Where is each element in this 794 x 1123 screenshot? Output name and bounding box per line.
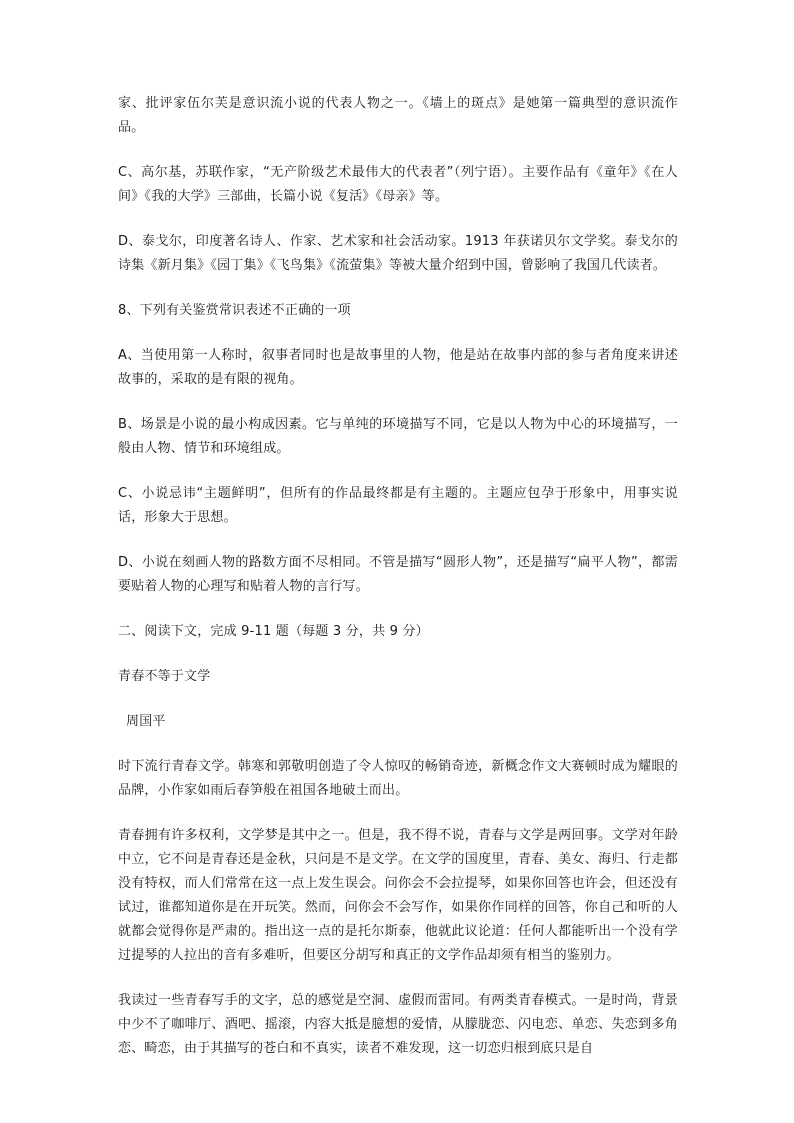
section-two-heading: 二、阅读下文，完成 9-11 题（每题 3 分，共 9 分） (118, 624, 429, 639)
option-d: D、小说在刻画人物的路数方面不尽相同。不管是描写“圆形人物”，还是描写“扁平人物”，都需要贴着人物的心理写和贴着人物的言行写。 (118, 555, 678, 594)
option-a: A、当使用第一人称时，叙事者同时也是故事里的人物，他是站在故事内部的参与者角度来讲述故事的，采取的是有限的视角。 (118, 348, 678, 387)
article-title: 青春不等于文学 (118, 669, 211, 684)
paragraph-woolf: 家、批评家伍尔芙是意识流小说的代表人物之一。《墙上的斑点》是她第一篇典型的意识流作品。 (118, 96, 678, 135)
option-c: C、小说忌讳“主题鲜明”，但所有的作品最终都是有主题的。主题应包孕于形象中，用事实说话，形象大于思想。 (118, 486, 678, 525)
option-d-tagore: D、泰戈尔，印度著名诗人、作家、艺术家和社会活动家。1913 年获诺贝尔文学奖。泰戈尔的诗集《新月集》《园丁集》《飞鸟集》《流萤集》等被大量介绍到中国，曾影响了我国几代读者。 (118, 234, 678, 273)
document-page (118, 92, 678, 1082)
article-author: 周国平 (126, 714, 166, 729)
article-paragraph-2: 青春拥有许多权利，文学梦是其中之一。但是，我不得不说，青春与文学是两回事。文学对年龄中立，它不问是青春还是金秋，只问是不是文学。在文学的国度里，青春、美女、海归、行走都没有特权，而人们常常在这一点上发生误会。问你会不会拉提琴，如果你回答也许会，但还没有试过，谁都知道你是在开玩笑。然而，问你会不会写作，如果你作同样的回答，你自己和听的人就都会觉得你是严肃的。指出这一点的是托尔斯泰，他就此议论道：任何人都能听出一个没有学过提琴的人拉出的音有多难听，但要区分胡写和真正的文学作品却须有相当的鉴别力。 (118, 828, 678, 963)
article-paragraph-3: 我读过一些青春写手的文字，总的感觉是空洞、虚假而雷同。有两类青春模式。一是时尚，背景中少不了咖啡厅、酒吧、摇滚，内容大抵是臆想的爱情，从朦胧恋、闪电恋、单恋、失恋到多角恋、畸恋，由于其描写的苍白和不真实，读者不难发现，这一切恋归根到底只是自 (118, 993, 678, 1056)
option-c-gorky: C、高尔基，苏联作家，“无产阶级艺术最伟大的代表者”（列宁语）。主要作品有《童年》《在人间》《我的大学》三部曲，长篇小说《复活》《母亲》等。 (118, 165, 678, 204)
article-paragraph-1: 时下流行青春文学。韩寒和郭敬明创造了令人惊叹的畅销奇迹，新概念作文大赛顿时成为耀眼的品牌，小作家如雨后春笋般在祖国各地破土而出。 (118, 759, 678, 798)
option-b: B、场景是小说的最小构成因素。它与单纯的环境描写不同，它是以人物为中心的环境描写，一般由人物、情节和环境组成。 (118, 417, 678, 456)
question-8: 8、下列有关鉴赏常识表述不正确的一项 (118, 303, 351, 318)
